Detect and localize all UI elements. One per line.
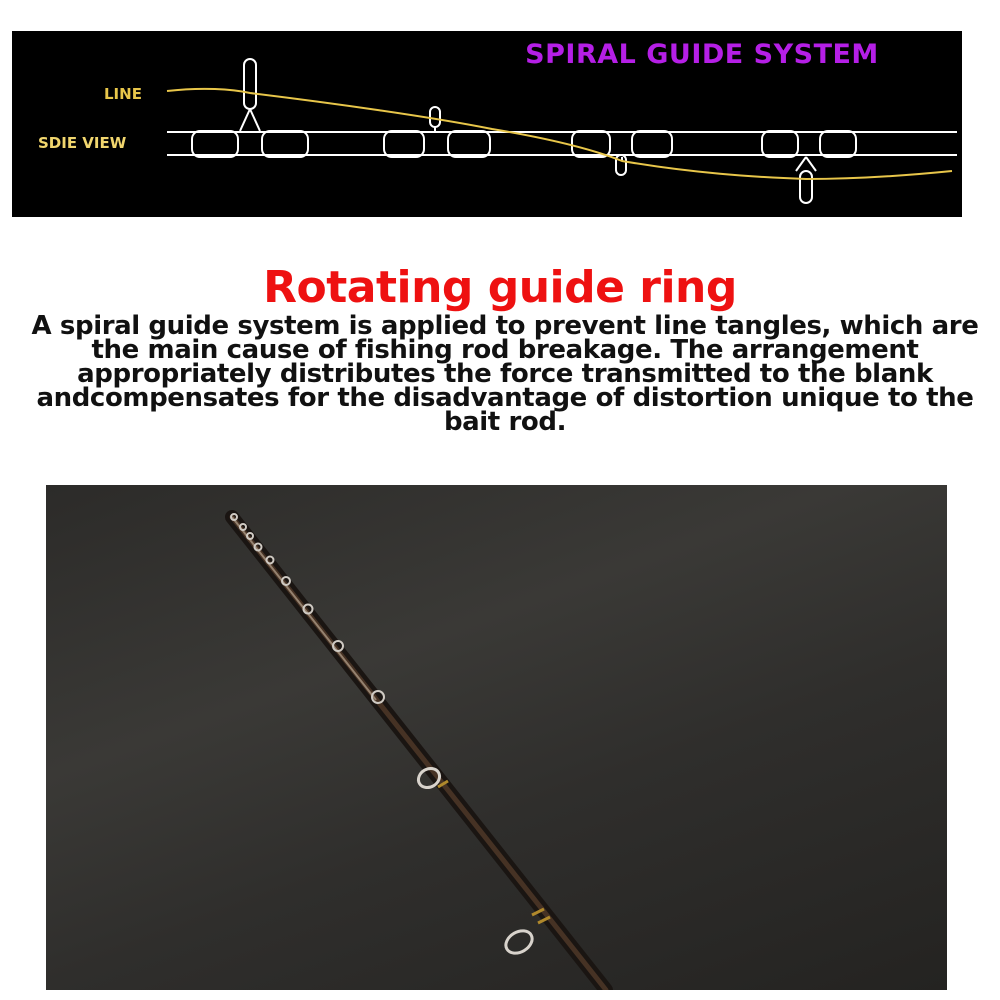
- guide-3: [616, 155, 626, 175]
- guide-1: [240, 59, 260, 131]
- section-heading: Rotating guide ring: [263, 262, 737, 313]
- rod-illustration: [46, 485, 947, 990]
- spiral-guide-diagram: [12, 31, 962, 217]
- diagram-title: SPIRAL GUIDE SYSTEM: [525, 39, 879, 70]
- side-view-label: SDIE VIEW: [38, 134, 127, 152]
- rod-photo: [46, 485, 947, 990]
- section-description: A spiral guide system is applied to prevent line tangles, which are the main cause of fishing rod breakage. The arrangement appropriately distributes the force transmitted to the blank andcompensates for the disadvantage of distortion unique to the bait rod.: [31, 311, 979, 437]
- line-label: LINE: [104, 85, 142, 103]
- large-guides: [415, 765, 536, 958]
- fishing-line: [167, 89, 952, 179]
